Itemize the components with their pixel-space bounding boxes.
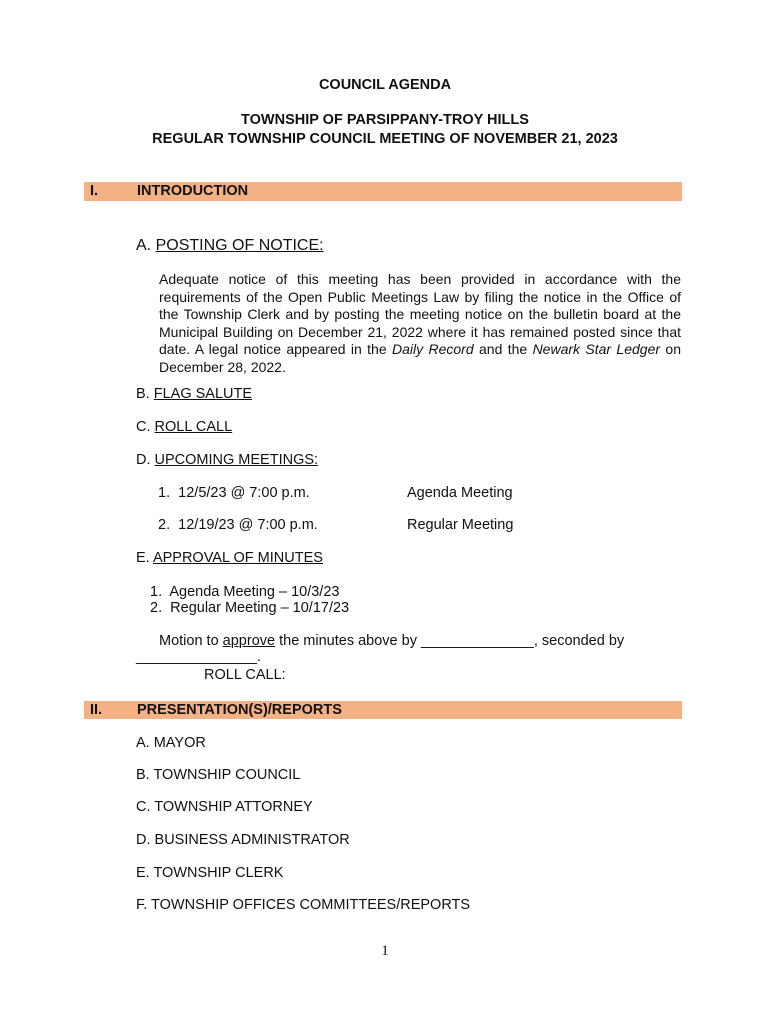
minutes-list-item xyxy=(150,600,349,616)
item-letter: D. xyxy=(136,452,151,468)
document-title: COUNCIL AGENDA xyxy=(318,77,452,93)
motion-text: the minutes above by ______________, seconded by xyxy=(275,633,625,649)
item-label: ROLL CALL xyxy=(154,419,233,435)
newspaper-name: Newark Star Ledger xyxy=(532,341,661,358)
item-letter: C. xyxy=(136,419,151,435)
paragraph-text: Adequate notice of this meeting has been provided in accordance with the requirements of the Open Public Meetings Law by filing the notice in the Office of the Township Clerk and by posting the meeting notice on the bulletin board at the Municipal Building on December 21, 2022 where it has remained posted since that date. A legal notice appeared in the xyxy=(159,271,681,358)
page-number: 1 xyxy=(381,943,389,959)
item-letter: E. xyxy=(136,550,150,566)
section-title: PRESENTATION(S)/REPORTS xyxy=(137,702,342,718)
paragraph-text: on December 28, 2022. xyxy=(159,341,681,375)
motion-line xyxy=(159,633,624,649)
newspaper-name: Daily Record xyxy=(392,341,474,358)
approval-of-minutes-item xyxy=(136,550,323,566)
township-name: TOWNSHIP OF PARSIPPANY-TROY HILLS xyxy=(241,112,529,128)
meeting-type: Agenda Meeting xyxy=(407,485,513,501)
section-number: II. xyxy=(90,702,103,718)
item-letter: B. xyxy=(136,386,150,402)
roll-call-label: ROLL CALL: xyxy=(204,667,286,683)
paragraph-text: and the xyxy=(473,341,533,358)
minutes-list-item xyxy=(150,584,339,600)
list-text: Regular Meeting – 10/17/23 xyxy=(170,600,350,616)
item-label: FLAG SALUTE xyxy=(153,386,253,402)
posting-notice-paragraph xyxy=(159,271,681,377)
report-item-council: B. TOWNSHIP COUNCIL xyxy=(136,767,301,783)
meeting-datetime: 12/5/23 @ 7:00 p.m. xyxy=(178,485,310,501)
flag-salute-item xyxy=(136,386,252,402)
meeting-title: REGULAR TOWNSHIP COUNCIL MEETING OF NOVEMBER 21, 2023 xyxy=(152,131,618,147)
item-label: UPCOMING MEETINGS: xyxy=(154,452,319,468)
section-number: I. xyxy=(90,183,99,199)
motion-text: Motion to xyxy=(159,633,223,649)
motion-line-continued: _______________. xyxy=(136,649,261,665)
report-item-clerk: E. TOWNSHIP CLERK xyxy=(136,865,284,881)
meeting-row xyxy=(158,517,318,533)
item-label: POSTING OF NOTICE: xyxy=(155,237,324,254)
list-text: Agenda Meeting – 10/3/23 xyxy=(169,584,340,600)
posting-of-notice-heading xyxy=(136,237,324,255)
item-label: APPROVAL OF MINUTES xyxy=(152,550,323,566)
section-presentations-header xyxy=(84,701,682,719)
report-item-attorney: C. TOWNSHIP ATTORNEY xyxy=(136,799,313,815)
motion-verb: approve xyxy=(222,633,276,649)
list-number: 2. xyxy=(150,600,163,616)
section-introduction-header xyxy=(84,182,682,201)
meeting-number: 1. xyxy=(158,485,171,501)
meeting-row xyxy=(158,485,310,501)
report-item-administrator: D. BUSINESS ADMINISTRATOR xyxy=(136,832,350,848)
item-letter: A. xyxy=(136,237,152,254)
upcoming-meetings-item xyxy=(136,452,318,468)
section-title: INTRODUCTION xyxy=(137,183,249,199)
report-item-offices: F. TOWNSHIP OFFICES COMMITTEES/REPORTS xyxy=(136,897,471,913)
list-number: 1. xyxy=(150,584,163,600)
meeting-datetime: 12/19/23 @ 7:00 p.m. xyxy=(178,517,318,533)
meeting-number: 2. xyxy=(158,517,171,533)
meeting-type: Regular Meeting xyxy=(407,517,514,533)
roll-call-item xyxy=(136,419,232,435)
report-item-mayor: A. MAYOR xyxy=(136,735,206,751)
